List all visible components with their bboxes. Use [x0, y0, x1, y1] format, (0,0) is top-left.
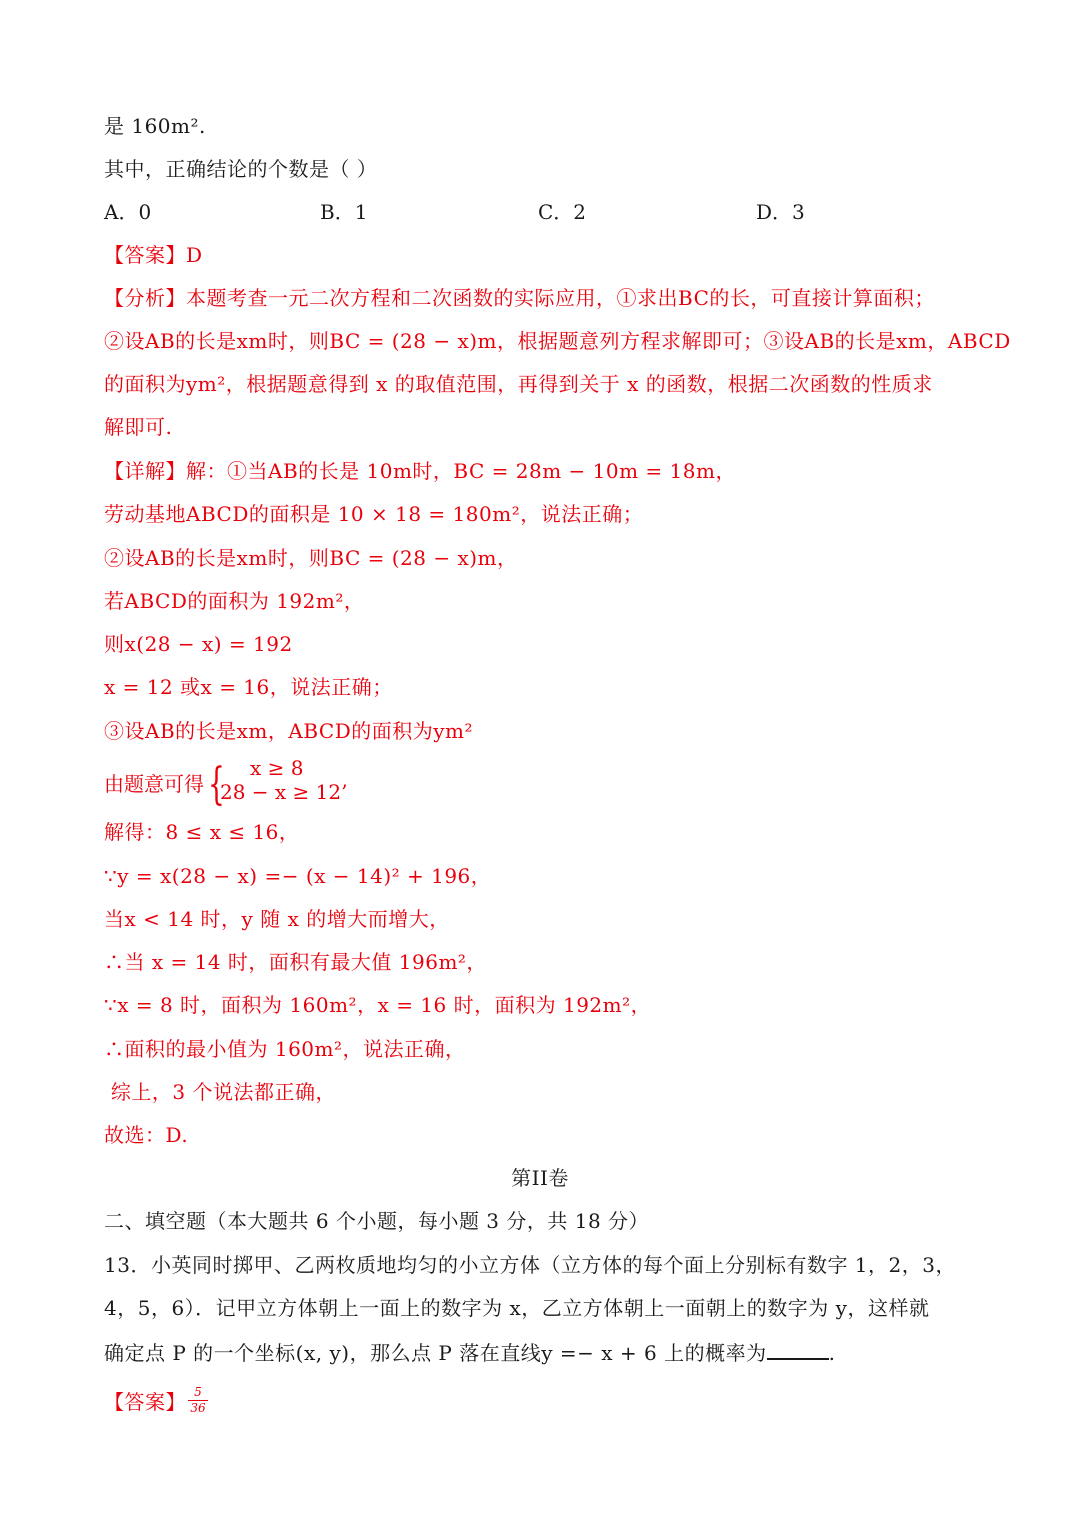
- answer-blank: [767, 1338, 829, 1360]
- system-row-2: 28 − x ≥ 12’: [220, 780, 348, 804]
- section-heading: 二、填空题（本大题共 6 个小题，每小题 3 分，共 18 分）: [104, 1209, 650, 1233]
- detail-line-5: 则x(28 − x) = 192: [104, 632, 293, 656]
- system-row-1: x ≥ 8: [250, 756, 304, 780]
- option-d: D．3: [756, 200, 805, 224]
- analysis-line-4: 解即可.: [104, 415, 173, 439]
- option-b: B．1: [320, 200, 368, 224]
- detail2-line-2: ∵y = x(28 − x) =− (x − 14)² + 196，: [104, 864, 492, 888]
- system-label: 由题意可得: [104, 772, 204, 796]
- detail-line-2: 劳动基地ABCD的面积是 10 × 18 = 180m²，说法正确；: [104, 502, 644, 526]
- detail-line-4: 若ABCD的面积为 192m²，: [104, 589, 365, 613]
- detail2-line-4: ∴当 x = 14 时，面积有最大值 196m²，: [104, 950, 487, 974]
- analysis-line-1: 【分析】本题考查一元二次方程和二次函数的实际应用，①求出BC的长，可直接计算面积；: [104, 286, 935, 310]
- q13-line-3: [104, 1338, 835, 1367]
- analysis-line-2: ②设AB的长是xm时，则BC = (28 − x)m，根据题意列方程求解即可；③设AB的长是xm，ABCD: [104, 329, 1011, 353]
- answer-13-label: 【答案】: [104, 1390, 186, 1414]
- detail2-line-7: 综上，3 个说法都正确，: [104, 1080, 336, 1104]
- fraction-denominator: 36: [190, 1401, 206, 1415]
- answer-12: 【答案】D: [104, 243, 203, 267]
- system-brace: {: [208, 759, 225, 810]
- section-title: 第II卷: [511, 1166, 569, 1190]
- q13-line-3-text: 确定点 P 的一个坐标(x, y)，那么点 P 落在直线y =− x + 6 上的概率为: [104, 1341, 767, 1365]
- detail2-line-5: ∵x = 8 时，面积为 160m²，x = 16 时，面积为 192m²，: [104, 993, 652, 1017]
- detail2-line-8: 故选：D.: [104, 1123, 189, 1147]
- question-tail-line: 是 160m².: [104, 114, 206, 138]
- fraction-numerator: 5: [194, 1385, 202, 1399]
- detail-line-3: ②设AB的长是xm时，则BC = (28 − x)m，: [104, 546, 518, 570]
- question-prompt: 其中，正确结论的个数是（ ）: [104, 157, 378, 181]
- option-a: A．0: [104, 200, 152, 224]
- q13-line-2: 4，5，6）．记甲立方体朝上一面上的数字为 x，乙立方体朝上一面朝上的数字为 y，这样就: [104, 1296, 930, 1320]
- detail-line-7: ③设AB的长是xm，ABCD的面积为ym²: [104, 719, 474, 743]
- q13-end: .: [828, 1341, 836, 1365]
- analysis-line-3: 的面积为ym²，根据题意得到 x 的取值范围，再得到关于 x 的函数，根据二次函数的性质求: [104, 372, 933, 396]
- detail-line-1: 【详解】解：①当AB的长是 10m时，BC = 28m − 10m = 18m，: [104, 459, 736, 483]
- detail-line-6: x = 12 或x = 16，说法正确；: [104, 675, 393, 699]
- option-c: C．2: [538, 200, 587, 224]
- detail2-line-6: ∴面积的最小值为 160m²，说法正确，: [104, 1037, 466, 1061]
- answer-13-fraction: [188, 1386, 208, 1415]
- detail2-line-1: 解得：8 ≤ x ≤ 16，: [104, 820, 300, 844]
- detail2-line-3: 当x < 14 时，y 随 x 的增大而增大，: [104, 907, 450, 931]
- q13-line-1: 13．小英同时掷甲、乙两枚质地均匀的小立方体（立方体的每个面上分别标有数字 1，2，3，: [104, 1253, 956, 1277]
